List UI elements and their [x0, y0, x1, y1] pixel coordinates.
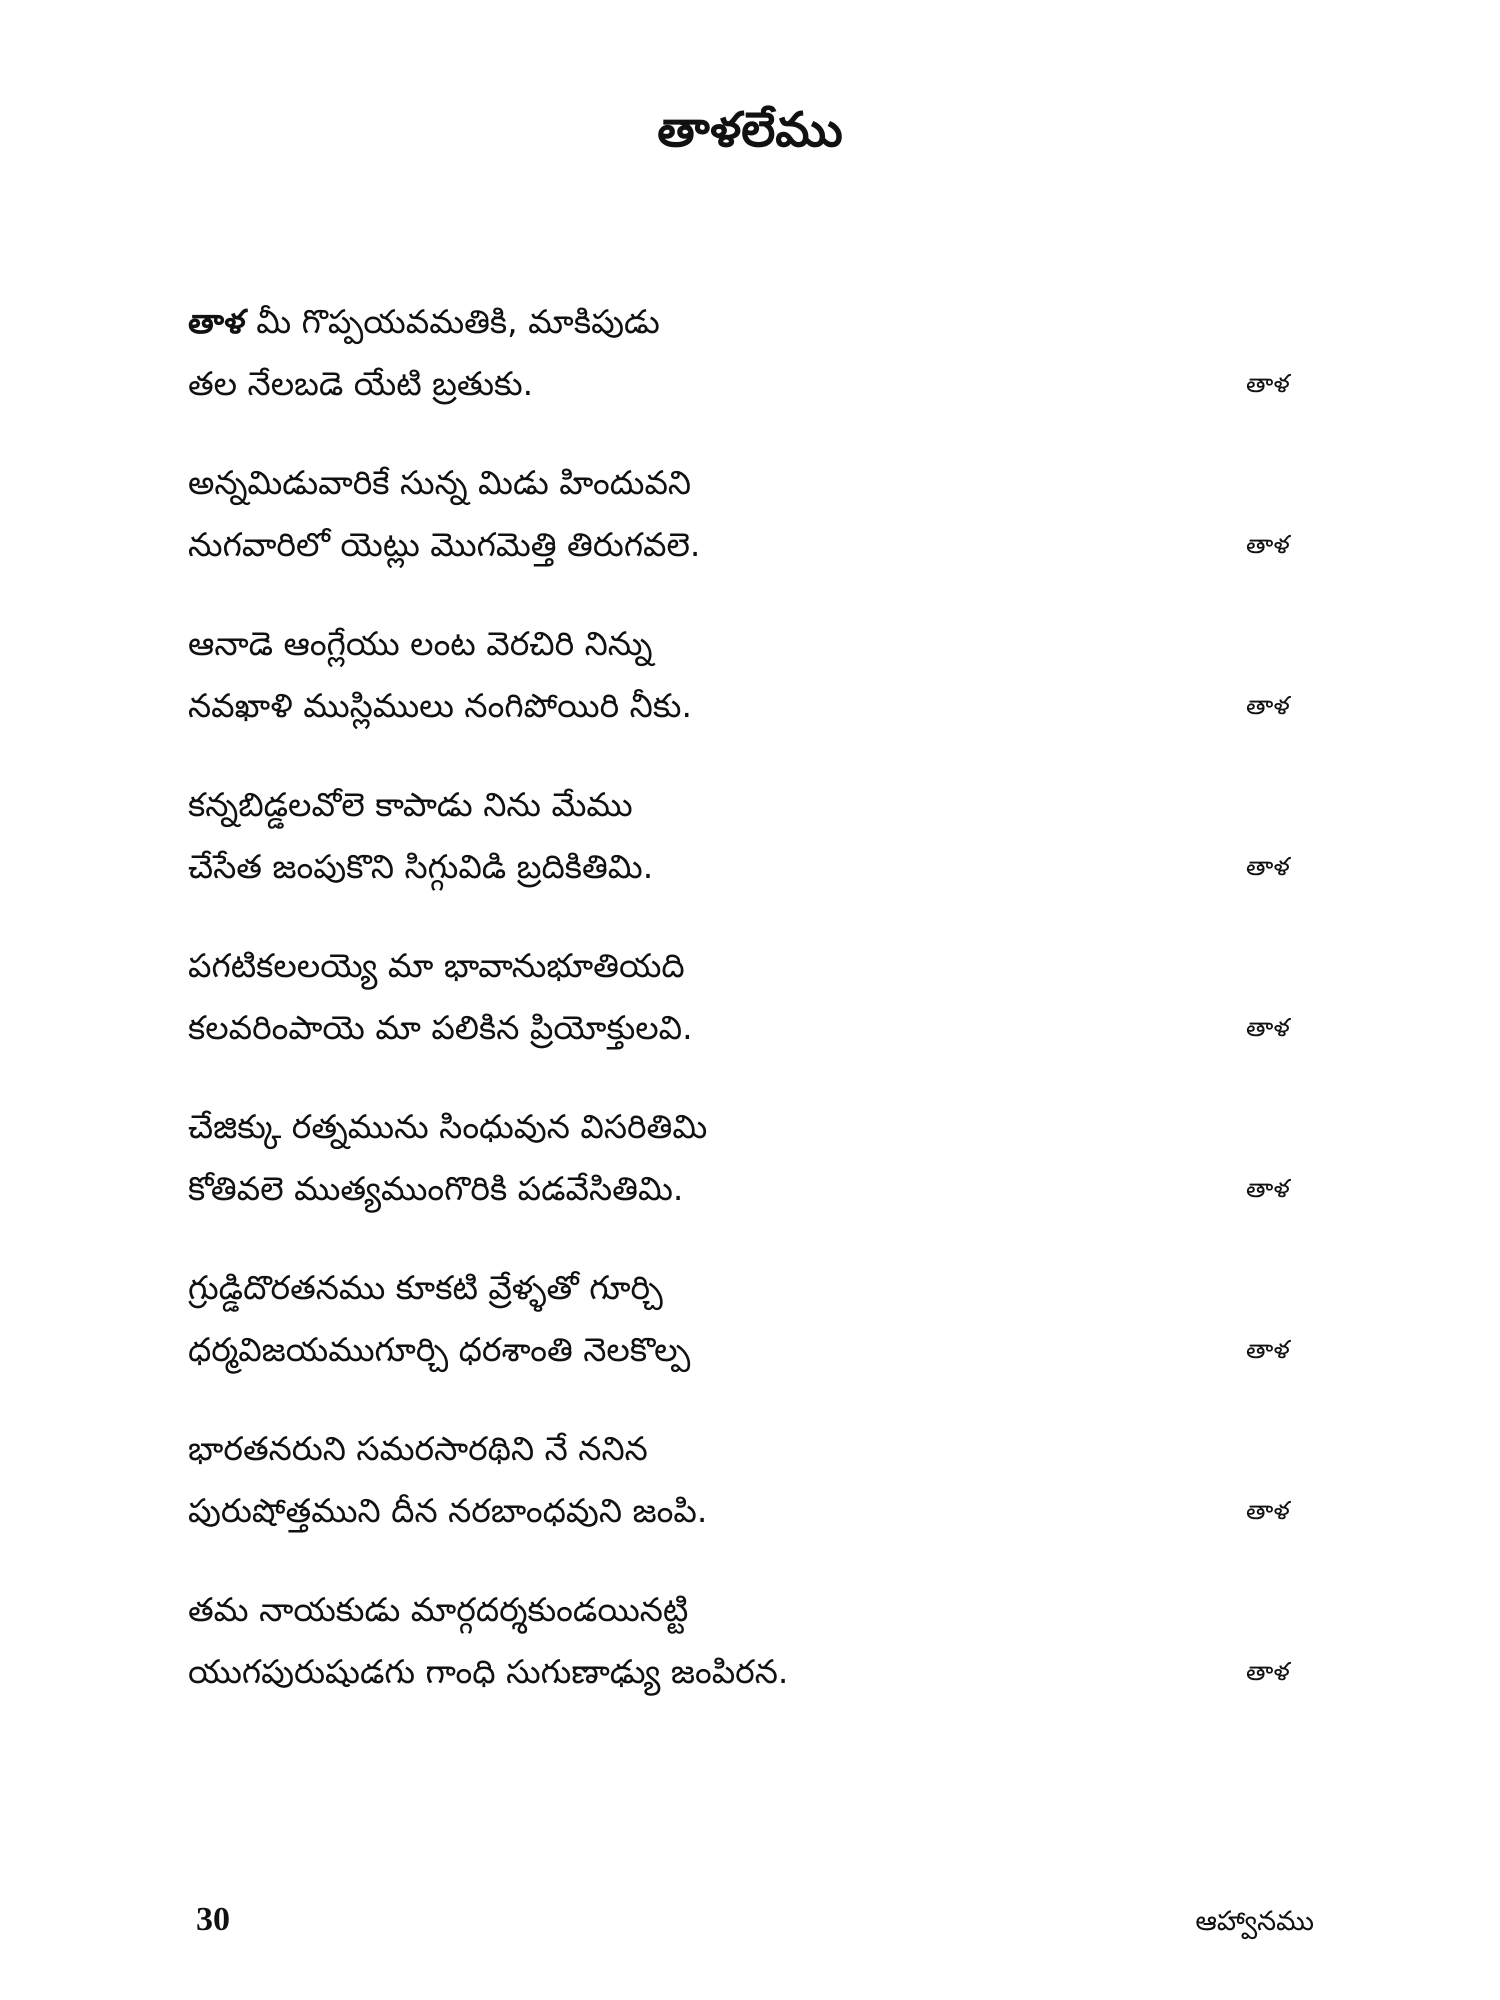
refrain-word: తాళ — [1246, 1013, 1290, 1042]
stanza-8 — [188, 1427, 1338, 1557]
stanza-line: యుగపురుషుడగు గాంధి సుగుణాఢ్యు జంపిరన. — [188, 1652, 789, 1691]
running-footer-title: ఆహ్వానము — [1195, 1906, 1314, 1937]
refrain-word: తాళ — [1246, 530, 1290, 559]
stanza-line: నుగవారిలో యెట్లు మొగమెత్తి తిరుగవలె. — [188, 525, 701, 564]
refrain-word: తాళ — [1246, 1657, 1290, 1686]
stanza-6 — [188, 1105, 1338, 1235]
stanza-7 — [188, 1266, 1338, 1396]
stanza-line: చేజిక్కు రత్నమును సింధువున విసరితిమి — [188, 1107, 708, 1146]
stanza-line: అన్నమిడువారికే సున్న మిడు హిందువని — [188, 463, 692, 502]
stanza-line: కన్నబిడ్డలవోలె కాపాడు నిను మేము — [188, 785, 633, 824]
stanza-line: చేసేత జంపుకొని సిగ్గువిడి బ్రదికితిమి. — [188, 847, 654, 886]
stanza-3 — [188, 622, 1338, 752]
stanza-9 — [188, 1588, 1338, 1718]
line-text: మీ గొప్పయవమతికి, మాకిపుడు — [245, 302, 660, 341]
stanza-line: పురుషోత్తముని దీన నరబాంధవుని జంపి. — [188, 1491, 708, 1530]
page-number: 30 — [196, 1901, 230, 1938]
stanza-line: కోతివలె ముత్యముంగొరికి పడవేసితిమి. — [188, 1169, 684, 1208]
stanza-1 — [188, 300, 1338, 430]
stanza-2 — [188, 461, 1338, 591]
stanza-line — [188, 300, 660, 344]
stanza-line: ధర్మవిజయముగూర్చి ధరశాంతి నెలకొల్ప — [188, 1330, 691, 1369]
stanza-line: నవఖాళి ముస్లిములు నంగిపోయిరి నీకు. — [188, 686, 692, 725]
stanza-line: గ్రుడ్డిదొరతనము కూకటి వ్రేళ్ళతో గూర్చి — [188, 1268, 663, 1307]
stanza-5 — [188, 944, 1338, 1074]
stanza-line: ఆనాడె ఆంగ్లేయు లంట వెరచిరి నిన్ను — [188, 624, 653, 663]
lead-word: తాళ — [188, 302, 246, 341]
stanza-4 — [188, 783, 1338, 913]
refrain-word: తాళ — [1246, 1174, 1290, 1203]
stanza-line: తమ నాయకుడు మార్గదర్శకుండయినట్టి — [188, 1590, 689, 1629]
refrain-word: తాళ — [1246, 691, 1290, 720]
refrain-word: తాళ — [1246, 852, 1290, 881]
refrain-word: తాళ — [1246, 369, 1290, 398]
stanza-line: కలవరింపాయె మా పలికిన ప్రియోక్తులవి. — [188, 1008, 693, 1047]
refrain-word: తాళ — [1246, 1496, 1290, 1525]
refrain-word: తాళ — [1246, 1335, 1290, 1364]
stanza-line: భారతనరుని సమరసారథిని నే ననిన — [188, 1429, 648, 1468]
stanza-line: తల నేలబడె యేటి బ్రతుకు. — [188, 364, 534, 403]
stanza-line: పగటికలలయ్యె మా భావానుభూతియది — [188, 946, 685, 985]
page-title: తాళలేము — [657, 102, 843, 158]
